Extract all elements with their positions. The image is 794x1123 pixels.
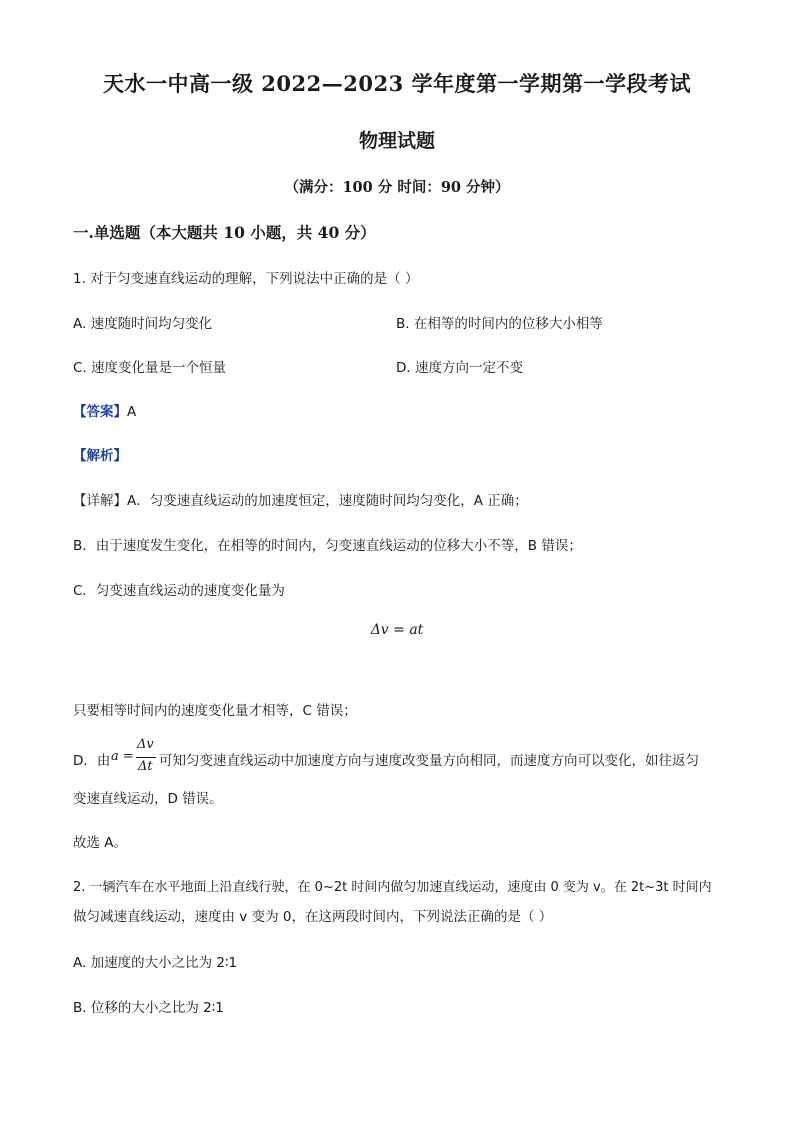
q1-detail-d-line2: 变速直线运动，D 错误。 [73, 791, 223, 807]
answer-value: A [127, 404, 137, 420]
q2-option-b: B. 位移的大小之比为 2∶1 [73, 1000, 224, 1016]
q1-option-b: B. 在相等的时间内的位移大小相等 [396, 316, 603, 332]
q1-detail-d-denominator: Δt [138, 759, 153, 774]
q1-detail-a [73, 489, 528, 509]
q2-stem-line1: 2. 一辆汽车在水平地面上沿直线行驶，在 0~2t 时间内做匀加速直线运动，速度由 0 变为 v。在 2t~3t 时间内 [73, 880, 712, 895]
q1-detail-d-numerator: Δv [137, 737, 154, 752]
q1-detail-c: C．匀变速直线运动的速度变化量为 [73, 583, 285, 599]
q1-option-a: A. 速度随时间均匀变化 [73, 316, 213, 332]
q1-detail-c2: 只要相等时间内的速度变化量才相等，C 错误； [73, 703, 357, 719]
q1-option-c: C. 速度变化量是一个恒量 [73, 360, 227, 376]
q1-option-d: D. 速度方向一定不变 [396, 360, 523, 376]
q2-stem-line2: 做匀减速直线运动，速度由 v 变为 0，在这两段时间内，下列说法正确的是（ ） [73, 909, 553, 925]
exam-meta: （满分：100 分 时间：90 分钟） [284, 179, 510, 196]
q2-option-a: A. 加速度的大小之比为 2∶1 [73, 955, 238, 971]
q1-answer [73, 400, 136, 420]
q1-formula: Δv = at [370, 622, 424, 638]
answer-tag: 【答案】 [73, 404, 127, 420]
detail-a-text: A．匀变速直线运动的加速度恒定，速度随时间均匀变化，A 正确； [127, 493, 528, 509]
q1-fraction-bar [136, 757, 156, 758]
section-heading: 一.单选题（本大题共 10 小题，共 40 分） [73, 223, 376, 242]
q1-detail-d-suffix: 可知匀变速直线运动中加速度方向与速度改变量方向相同，而速度方向可以变化，如往返匀 [159, 753, 699, 769]
exam-subject: 物理试题 [358, 130, 435, 152]
detail-tag: 【详解】 [73, 493, 127, 509]
exam-title: 天水一中高一级 2022—2023 学年度第一学期第一学段考试 [102, 71, 691, 96]
analysis-tag: 【解析】 [73, 448, 127, 464]
q1-detail-d-lhs: a = [111, 749, 134, 764]
q1-detail-b: B．由于速度发生变化，在相等的时间内，匀变速直线运动的位移大小不等，B 错误； [73, 538, 582, 554]
q1-conclusion: 故选 A。 [73, 835, 128, 851]
q1-analysis-label [73, 444, 127, 464]
q1-detail-d-prefix: D．由 [73, 753, 111, 769]
q1-stem: 1. 对于匀变速直线运动的理解，下列说法中正确的是（ ） [73, 271, 419, 287]
